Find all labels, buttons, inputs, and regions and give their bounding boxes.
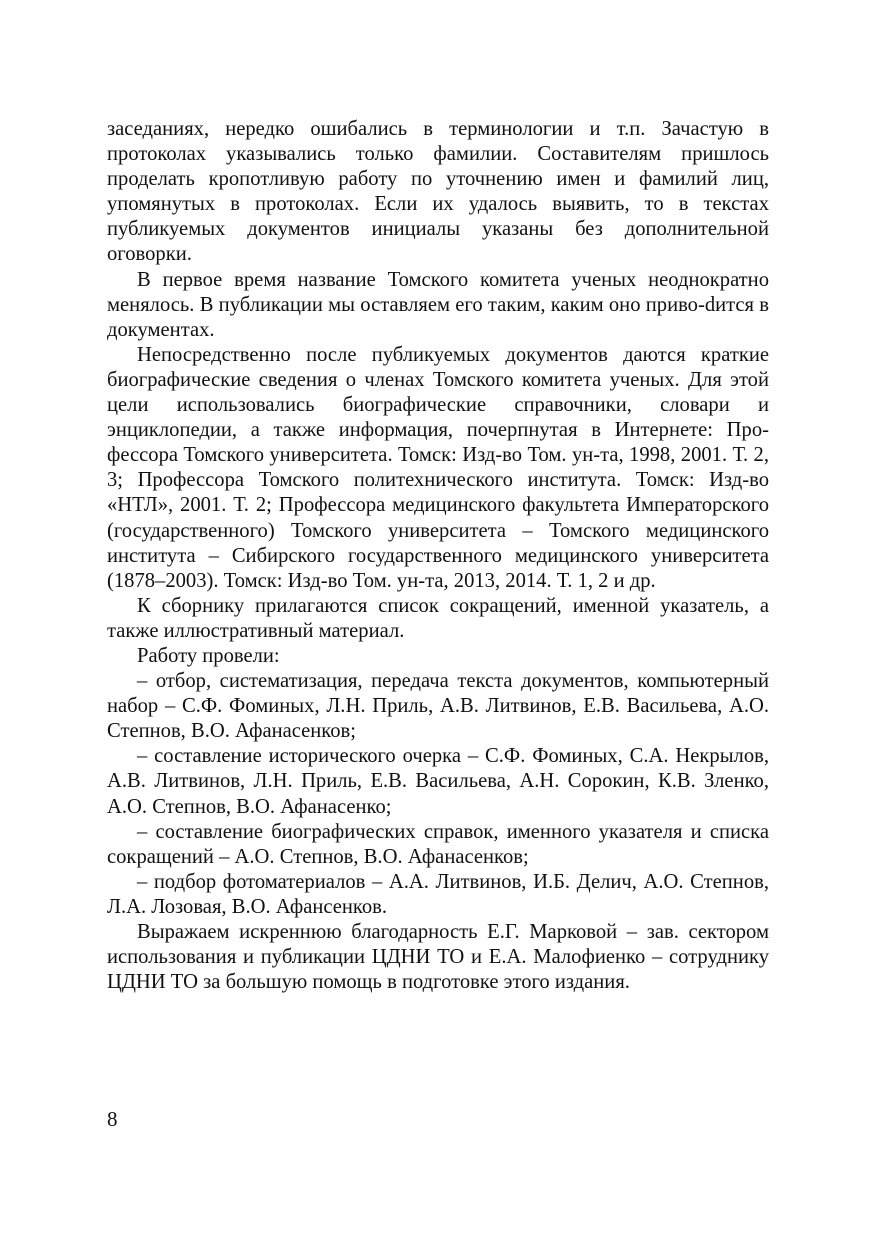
paragraph-8: – составление биографических справок, именного указателя и списка сокращений – А.О. Степнов, В.О. Афанасенков;: [107, 820, 769, 868]
page-number: 8: [107, 1107, 118, 1131]
paragraph-10: Выражаем искреннюю благодарность Е.Г. Марковой – зав. сектором использования и публикации ЦДНИ ТО и Е.А. Малофиенко – сотруднику ЦДНИ ТО за большую помощь в подготовке этого издания.: [107, 921, 769, 994]
paragraph-5: Работу провели:: [137, 644, 280, 667]
paragraph-4: К сборнику прилагаются список сокращений, именной указатель, а также иллюстративный материал.: [107, 594, 769, 642]
paragraph-3: Непосредственно после публикуемых документов даются краткие биографические сведения о членах Томского комитета ученых. Для этой цели использовались биографические справочники, словари и энциклопедии, а также информация, почерпнутая в Интернете: Профессора Томского университета. Томск: Изд-во Том. ун-та, 1998, 2001. Т. 2, 3; Профессора Томского политехнического института. Томск: Изд-во «НТЛ», 2001. Т. 2; Профессора медицинского факультета Императорского (государственного) Томского университета – Томского медицинского института – Сибирского государственного медицинского университета (1878–2003). Томск: Изд-во Том. ун-та, 2013, 2014. Т. 1, 2 и др.: [107, 343, 769, 592]
paragraph-2: В первое время название Томского комитета ученых неоднократно менялось. В публикации мы оставляем его таким, каким оно приво-dится в документах.: [107, 268, 769, 341]
body-text: [107, 117, 769, 995]
paragraph-7: – составление исторического очерка – С.Ф. Фоминых, С.А. Некрылов, А.В. Литвинов, Л.Н. Приль, Е.В. Васильева, А.Н. Сорокин, К.В. Зленко, А.О. Степнов, В.О. Афанасенко;: [107, 745, 769, 818]
paragraph-9: – подбор фотоматериалов – А.А. Литвинов, И.Б. Делич, А.О. Степнов, Л.А. Лозовая, В.О. Афансенков.: [107, 870, 769, 918]
paragraph-1: заседаниях, нередко ошибались в терминологии и т.п. Зачастую в протоколах указывались только фамилии. Составителям пришлось проделать кропотливую работу по уточнению имен и фамилий лиц, упомянутых в протоколах. Если их удалось выявить, то в текстах публикуемых документов инициалы указаны без дополнительной оговорки.: [107, 118, 769, 266]
paragraph-6: – отбор, систематизация, передача текста документов, компьютерный набор – С.Ф. Фоминых, Л.Н. Приль, А.В. Литвинов, Е.В. Васильева, А.О. Степнов, В.О. Афанасенков;: [107, 670, 769, 743]
